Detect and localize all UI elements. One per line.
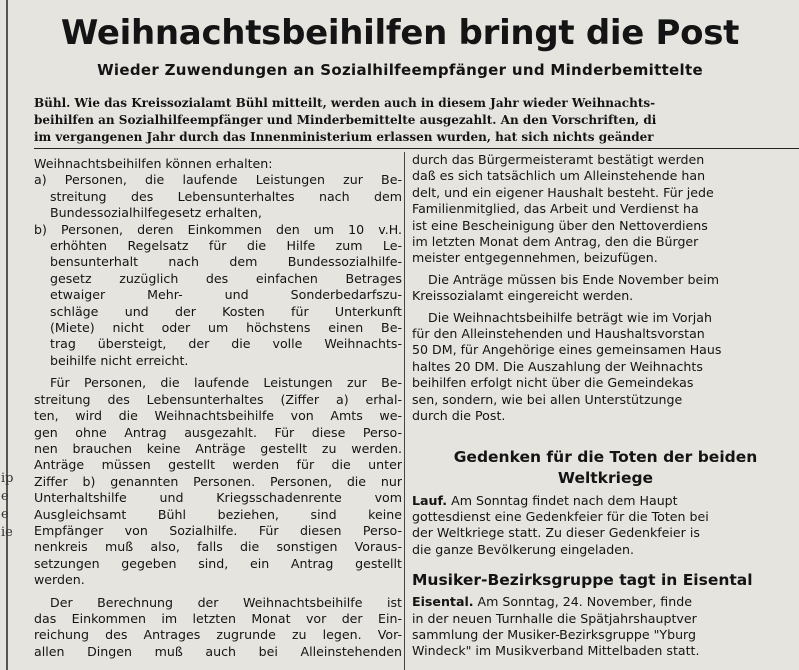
text-line: setzungen gegeben sind, ein Antrag gestellt — [34, 555, 402, 571]
text-line: streitung des Lebensunterhaltes nach dem — [50, 188, 402, 204]
text-line: nen brauchen keine Anträge gestellt zu werden. — [34, 440, 402, 456]
text-line: meister entgegennehmen, beizufügen. — [412, 250, 658, 266]
text-line: Für Personen, die laufende Leistungen zur Be- — [50, 375, 402, 391]
dateline: Lauf. — [412, 492, 448, 508]
text-line: Der Berechnung der Weihnachtsbeihilfe ist — [50, 594, 402, 610]
intro-line: Weihnachtsbeihilfen können erhalten: — [34, 156, 273, 171]
text-line: bensunterhalt nach dem Bundessozialhilfe- — [50, 254, 402, 270]
edge-fragment: ie — [1, 525, 13, 540]
text-line: erhöhten Regelsatz für die Hilfe zum Le- — [50, 238, 402, 254]
text-line: ist eine Bescheinigung über den Nettoverdiens — [412, 217, 708, 233]
text-line: (Miete) nicht oder um höchstens einen Be- — [50, 320, 402, 336]
right-column — [412, 152, 799, 670]
lead-line: im vergangenen Jahr durch das Innenministerium erlassen wurden, hat sich nichts geänder — [34, 130, 654, 144]
paragraph — [412, 152, 799, 267]
paragraph — [412, 272, 799, 305]
text-line: Empfänger von Sozialhilfe. Für diesen Perso- — [34, 522, 402, 538]
paragraph — [412, 594, 799, 660]
text-line: Anträge müssen gestellt werden für die unter — [34, 457, 402, 473]
text-line: beihilfe nicht erreicht. — [50, 352, 189, 368]
left-column — [34, 156, 402, 660]
edge-fragment: e — [1, 507, 9, 522]
paragraph — [34, 595, 402, 661]
text-line: Bundessozialhilfegesetz erhalten, — [50, 205, 262, 221]
subheadline: Wieder Zuwendungen an Sozialhilfeempfänger und Minderbemittelte — [97, 61, 703, 79]
text-line: trag übersteigt, der die volle Weihnachts- — [50, 336, 402, 352]
lead-line: beihilfen an Sozialhilfeempfänger und Minderbemittelte ausgezahlt. An den Vorschriften, di — [34, 113, 657, 127]
list-item-b — [34, 222, 402, 370]
text-line: schläge und der Kosten für Unterkunft — [50, 303, 402, 319]
column-divider — [404, 152, 405, 670]
text-line — [412, 594, 799, 610]
text-line: 50 DM, für Angehörige eines gemeinsamen Haus — [412, 342, 722, 358]
text-line: Familienmitglied, das Arbeit und Verdienst ha — [412, 201, 699, 217]
text-line: sen, sondern, wie bei allen Unterstützunge — [412, 391, 683, 407]
article-title: Musiker-Bezirksgruppe tagt in Eisental — [412, 571, 753, 590]
lead-line: Bühl. Wie das Kreissozialamt Bühl mitteilt, werden auch in diesem Jahr wieder Weihnachts- — [34, 96, 656, 110]
text-line: in der neuen Turnhalle die Spätjahrshauptver — [412, 610, 697, 626]
text-line: Ziffer b) genannten Personen. Personen, die nur — [34, 473, 402, 489]
article-title: Gedenken für die Toten der beiden — [453, 447, 758, 466]
text-line — [412, 493, 799, 509]
text-line: delt, und ein eigener Haushalt besteht. Für jede — [412, 184, 714, 200]
article-title: Weltkriege — [557, 468, 654, 487]
text-line: der Weltkriege statt. Zu dieser Gedenkfeier is — [412, 525, 700, 541]
text-span: Am Sonntag findet nach dem Haupt — [447, 492, 678, 508]
text-line: gen ohne Antrag ausgezahlt. Für diese Perso- — [34, 424, 402, 440]
text-line: die ganze Bevölkerung eingeladen. — [412, 541, 634, 557]
text-line: Die Anträge müssen bis Ende November beim — [428, 271, 719, 287]
paragraph — [412, 310, 799, 425]
text-line: Unterhaltshilfe und Kriegsschadenrente vom — [34, 490, 402, 506]
lead-divider — [34, 148, 799, 149]
text-line: reichung des Antrages zugrunde zu legen. Vor- — [34, 627, 402, 643]
text-line: Windeck" im Musikverband Mittelbaden statt. — [412, 643, 700, 659]
edge-text-fragments — [1, 470, 14, 542]
text-line: durch das Bürgermeisteramt bestätigt werden — [412, 152, 705, 167]
text-line: gottesdienst eine Gedenkfeier für die Toten bei — [412, 508, 709, 524]
edge-fragment: e — [1, 489, 9, 504]
text-line: haltes 20 DM. Die Auszahlung der Weihnachts — [412, 358, 703, 374]
text-line: gesetz zuzüglich des einfachen Betrages — [50, 270, 402, 286]
text-line: Ausgleichsamt Bühl beziehen, sind keine — [34, 506, 402, 522]
text-line: sammlung der Musiker-Bezirksgruppe "Yburg — [412, 626, 696, 642]
edge-fragment: ip — [1, 471, 14, 486]
text-line: b) Personen, deren Einkommen den um 10 v.H. — [34, 221, 402, 237]
text-line: beihilfen erfolgt nicht über die Gemeindekas — [412, 375, 694, 391]
lead-paragraph — [34, 95, 799, 146]
text-line: durch die Post. — [412, 408, 506, 424]
text-line: ten, wird die Weihnachtsbeihilfe von Amts we- — [34, 408, 402, 424]
paragraph — [34, 375, 402, 588]
text-line: etwaiger Mehr- und Sonderbedarfszu- — [50, 287, 402, 303]
text-line: im letzten Monat dem Antrag, den die Bürger — [412, 234, 699, 250]
text-line: streitung des Lebensunterhaltes (Ziffer a) erhal- — [34, 391, 402, 407]
text-line: Kreissozialamt eingereicht werden. — [412, 288, 634, 304]
text-line: Die Weihnachtsbeihilfe beträgt wie im Vorjah — [428, 309, 712, 325]
paragraph — [412, 493, 799, 559]
text-line: werden. — [34, 572, 85, 588]
text-line: daß es sich tatsächlich um Alleinstehende han — [412, 168, 706, 184]
list-item-a — [34, 172, 402, 221]
headline: Weihnachtsbeihilfen bringt die Post — [60, 13, 740, 53]
text-line: allen Dingen muß auch bei Alleinstehenden — [34, 643, 402, 659]
text-span: Am Sonntag, 24. November, finde — [473, 594, 692, 610]
page-edge-left — [0, 0, 14, 670]
text-line: nenkreis muß also, falls die sonstigen Voraus- — [34, 539, 402, 555]
dateline: Eisental. — [412, 594, 474, 610]
text-line: das Einkommen im letzten Monat vor der Ein- — [34, 610, 402, 626]
text-line: a) Personen, die laufende Leistungen zur Be- — [34, 172, 402, 188]
text-line: für den Alleinstehenden und Haushaltsvorstan — [412, 326, 705, 342]
